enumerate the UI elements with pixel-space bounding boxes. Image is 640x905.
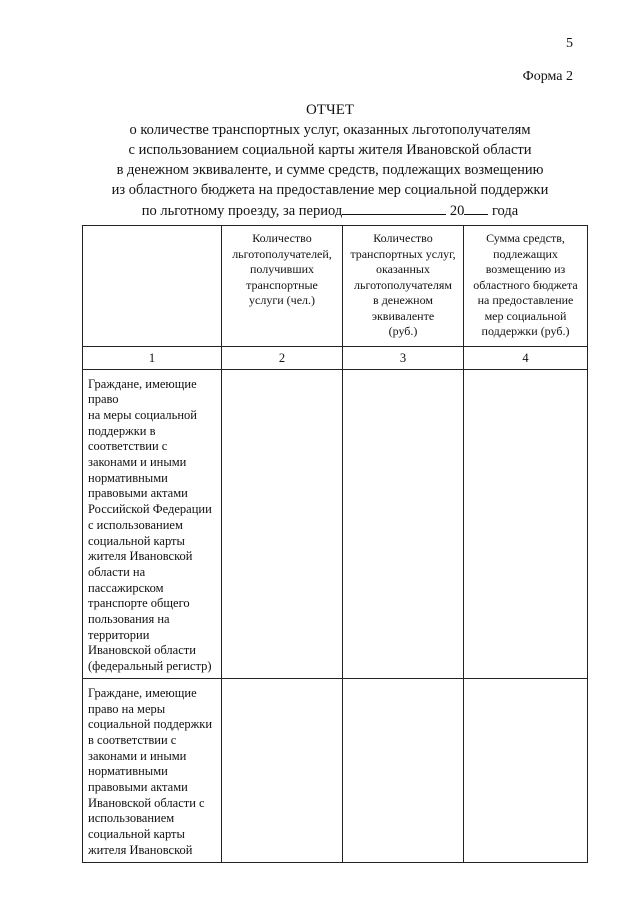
row-label-regional: [83, 678, 222, 862]
row-label-line: использованием: [88, 811, 175, 826]
title-line: из областного бюджета на предоставление мер социальной поддержки: [111, 182, 549, 198]
row-label-line: социальной поддержки: [88, 717, 213, 732]
report-heading: ОТЧЕТ: [305, 102, 355, 118]
period-prefix: по льготному проезду, за период: [141, 203, 343, 219]
header-line: льготополучателям: [354, 277, 452, 292]
row-label-line: транспорте общего: [88, 596, 190, 611]
row-label-line: Российской Федерации: [88, 502, 212, 517]
period-suffix: года: [488, 203, 519, 219]
column-number: 1: [83, 346, 222, 369]
header-cell-4: [464, 226, 588, 347]
report-title: [70, 100, 590, 221]
row-label-line: законами и иными: [88, 748, 187, 763]
header-line: Количество: [373, 231, 433, 245]
row-label-line: правовыми актами: [88, 486, 188, 501]
table-row: [83, 369, 588, 678]
row-label-line: соответствии с: [88, 439, 168, 454]
row-label-line: Граждане, имеющие: [88, 376, 197, 391]
row-label-line: в соответствии с: [88, 732, 177, 747]
column-number: 2: [222, 346, 343, 369]
header-line: областного бюджета: [473, 277, 578, 292]
header-line: возмещению из: [485, 262, 566, 276]
header-line: на предоставление: [477, 293, 574, 307]
table-row: [83, 678, 588, 862]
row-label-line: нормативными: [88, 764, 168, 779]
header-line: льготополучателей,: [232, 246, 332, 261]
column-number-row: [83, 346, 588, 369]
row-label-line: (федеральный регистр): [88, 659, 212, 674]
row-label-line: законами и иными: [88, 455, 187, 470]
header-line: Количество: [252, 231, 312, 245]
header-line: получивших: [249, 262, 315, 276]
row-label-line: Граждане, имеющие: [88, 685, 197, 700]
header-line: эквиваленте: [371, 308, 435, 323]
header-line: транспортные: [246, 277, 318, 292]
row-label-line: пассажирском: [88, 580, 164, 595]
row-label-line: поддержки в: [88, 423, 156, 438]
page-number: 5: [566, 36, 573, 51]
row-label-line: территории: [88, 627, 150, 642]
header-cell-2: [222, 226, 343, 347]
report-table: [82, 225, 588, 863]
period-year-prefix: 20: [446, 203, 465, 219]
header-row: [83, 226, 588, 347]
row-label-line: с использованием: [88, 517, 183, 532]
table-cell-empty[interactable]: [343, 678, 464, 862]
title-line: с использованием социальной карты жителя Ивановской области: [128, 142, 532, 158]
table-cell-empty[interactable]: [222, 369, 343, 678]
header-line: оказанных: [376, 262, 430, 276]
header-cell-3: [343, 226, 464, 347]
row-label-line: социальной карты: [88, 533, 185, 548]
table-cell-empty[interactable]: [222, 678, 343, 862]
row-label-line: жителя Ивановской: [88, 549, 193, 564]
header-line: услуги (чел.): [249, 293, 315, 307]
period-line: [70, 200, 590, 221]
year-blank[interactable]: [464, 200, 488, 215]
header-line: мер социальной: [484, 308, 567, 323]
row-label-federal-register: [83, 369, 222, 678]
row-label-line: пользования на: [88, 612, 170, 627]
header-line: (руб.): [388, 324, 418, 338]
row-label-line: области на: [88, 564, 146, 579]
header-line: транспортных услуг,: [350, 246, 456, 261]
table-cell-empty[interactable]: [343, 369, 464, 678]
title-line: о количестве транспортных услуг, оказанных льготополучателям: [129, 122, 531, 138]
row-label-line: жителя Ивановской: [88, 842, 193, 857]
column-number: 4: [464, 346, 588, 369]
header-line: подлежащих: [493, 246, 558, 261]
period-blank[interactable]: [342, 200, 446, 215]
row-label-line: социальной карты: [88, 827, 185, 842]
header-line: в денежном: [373, 293, 433, 307]
row-label-line: Ивановской области с: [88, 795, 205, 810]
table-cell-empty[interactable]: [464, 369, 588, 678]
row-label-line: право: [88, 392, 119, 407]
header-line: поддержки (руб.): [481, 324, 570, 338]
row-label-line: на меры социальной: [88, 407, 197, 422]
header-cell-1: [83, 226, 222, 347]
row-label-line: нормативными: [88, 470, 168, 485]
row-label-line: право на меры: [88, 701, 166, 716]
row-label-line: правовыми актами: [88, 780, 188, 795]
table-cell-empty[interactable]: [464, 678, 588, 862]
column-number: 3: [343, 346, 464, 369]
header-line: Сумма средств,: [486, 231, 565, 245]
title-line: в денежном эквиваленте, и сумме средств, подлежащих возмещению: [116, 162, 544, 178]
form-label: Форма 2: [522, 69, 573, 84]
row-label-line: Ивановской области: [88, 643, 196, 658]
